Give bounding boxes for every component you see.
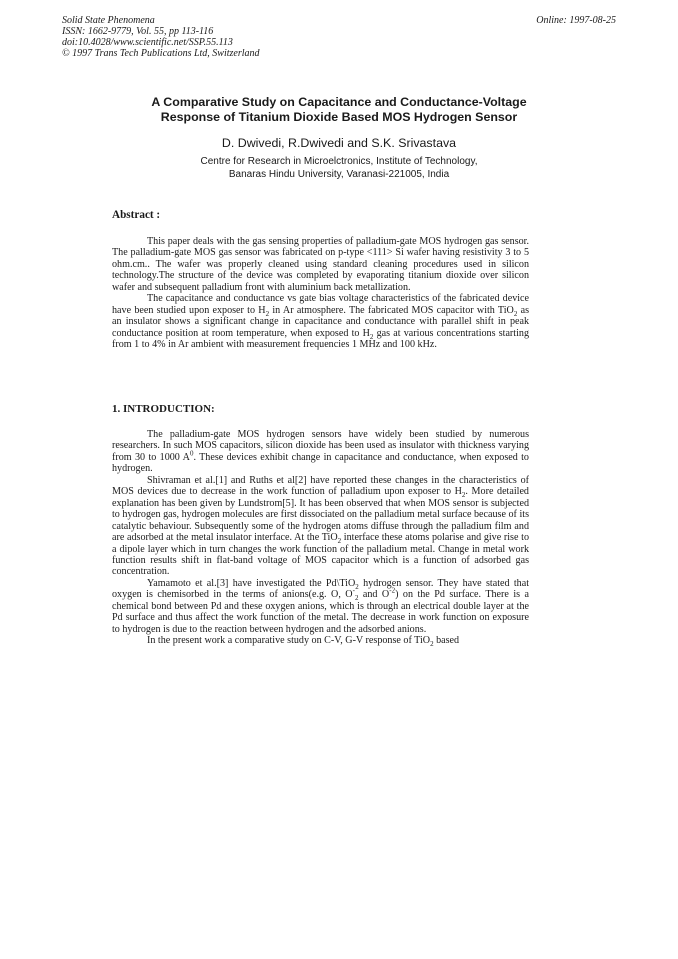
intro-p4-text-b: based (433, 635, 460, 647)
intro-p3-text-d: ) on the Pd surface. There is a chemical bond between Pd and these oxygen anions, which is through an electrical double layer at the Pd surface and thus affect the work function of the metal. The decrease in work function on exposure to hydrogen is due to the reaction between hydrogen and the adsorbed anions. (112, 589, 529, 635)
intro-p2-text-b: . More detailed explanation has been given by Lundstrom[5]. It has been observed that when MOS sensor is subjected to hydrogen gas, hydrogen molecules are first dissociated on the palladium metal surface because of its catalytic behaviour. Subsequently some of the hydrogen atoms diffuse through the palladium film and are adsorbed at the metal insulator interface. At the TiO (112, 486, 529, 544)
subscript: 2 (354, 594, 359, 603)
abstract-p1-text: This paper deals with the gas sensing properties of palladium-gate MOS hydrogen gas sensor. The palladium-gate MOS gas sensor was fabricated on p-type <111> Si wafer having resistivity 3 to 5 ohm.cm.. The wafer was properly cleaned using standard cleaning procedures used in silicon technology.The structure of the device was completed by evaporating titanium dioxide over silicon wafer and subsequent palladium front with aluminium back metallization. (112, 236, 529, 293)
affiliation (62, 156, 616, 181)
subscript: 2 (461, 491, 466, 500)
journal-name: Solid State Phenomena (62, 15, 155, 26)
superscript: - (352, 586, 355, 595)
abstract-paragraph-1 (112, 236, 529, 293)
online-date (536, 15, 616, 26)
superscript: -2 (389, 586, 396, 595)
online-date-text: Online: 1997-08-25 (536, 15, 616, 26)
title-line-1: A Comparative Study on Capacitance and Conductance-Voltage (151, 95, 527, 109)
intro-paragraph-3 (112, 578, 529, 635)
introduction-heading: 1. INTRODUCTION: (112, 403, 215, 415)
subscript: 2 (337, 537, 342, 546)
subscript: 2 (369, 332, 374, 341)
title-line-2: Response of Titanium Dioxide Based MOS Hydrogen Sensor (160, 110, 518, 124)
journal-header (62, 15, 260, 59)
subscript: 2 (430, 640, 434, 649)
paper-title (62, 95, 616, 125)
intro-p1-text-a: The palladium-gate MOS hydrogen sensors have widely been studied by numerous researchers. In such MOS capacitors, silicon dioxide has been used as insulator with thickness varying from 30 to 1000 A (112, 429, 529, 463)
intro-paragraph-4 (112, 635, 529, 649)
affiliation-line-2: Banaras Hindu University, Varanasi-221005, India (228, 168, 450, 180)
intro-p3-text-c: and O (358, 589, 390, 601)
superscript: 0 (189, 449, 194, 458)
abstract-p2-text-d: gas at various concentrations starting from 1 to 4% in Ar ambient with measurement frequencies 1 MHz and 100 kHz. (112, 327, 529, 351)
intro-p2-text-c: interface these atoms polarise and give rise to a dipole layer which in turn changes the work function of the palladium metal. Change in metal work function results shift in flat-band voltage of MOS capacitor which is a function of adsorbed gas concentration. (112, 532, 529, 578)
intro-paragraph-2 (112, 475, 529, 578)
subscript: 2 (355, 582, 359, 591)
affiliation-line-1: Centre for Research in Microelctronics, Institute of Technology, (200, 156, 478, 167)
intro-p2-text-a: Shivraman et al.[1] and Ruths et al[2] have reported these changes in the characteristics of MOS devices due to decrease in the work function of palladium upon exposer to H (112, 474, 529, 498)
subscript: 2 (265, 309, 270, 318)
doi-line: doi:10.4028/www.scientific.net/SSP.55.113 (62, 37, 233, 48)
abstract-heading: Abstract : (112, 209, 161, 221)
abstract-paragraph-2 (112, 293, 529, 350)
issn-line: ISSN: 1662-9779, Vol. 55, pp 113-116 (62, 26, 214, 37)
abstract-p2-text-a: The capacitance and conductance vs gate bias voltage characteristics of the fabricated device have been studied upon exposer to H (112, 293, 529, 316)
intro-p1-text-b: . These devices exhibit change in capacitance and conductance, when exposed to hydrogen. (112, 451, 529, 475)
intro-p3-text-a: Yamamoto et al.[3] have investigated the Pd\TiO (147, 577, 356, 589)
abstract-p2-text-c: as an insulator shows a significant change in capacitance and conductance with parallel shift in peak conductance position at room temperature, when exposed to H (112, 304, 530, 339)
introduction-body (112, 429, 529, 647)
intro-p4-text-a: In the present work a comparative study on C-V, G-V response of TiO (147, 635, 431, 647)
author-list: D. Dwivedi, R.Dwivedi and S.K. Srivastava (221, 136, 457, 150)
intro-paragraph-1 (112, 429, 529, 475)
copyright-line: © 1997 Trans Tech Publications Ltd, Switzerland (62, 48, 260, 59)
intro-p3-text-b: hydrogen sensor. They have stated that oxygen is chemisorbed in the terms of anions(e.g. O, O (112, 577, 529, 601)
abstract-body (112, 236, 529, 351)
subscript: 2 (513, 309, 518, 318)
abstract-p2-text-b: in Ar atmosphere. The fabricated MOS capacitor with TiO (269, 304, 514, 316)
